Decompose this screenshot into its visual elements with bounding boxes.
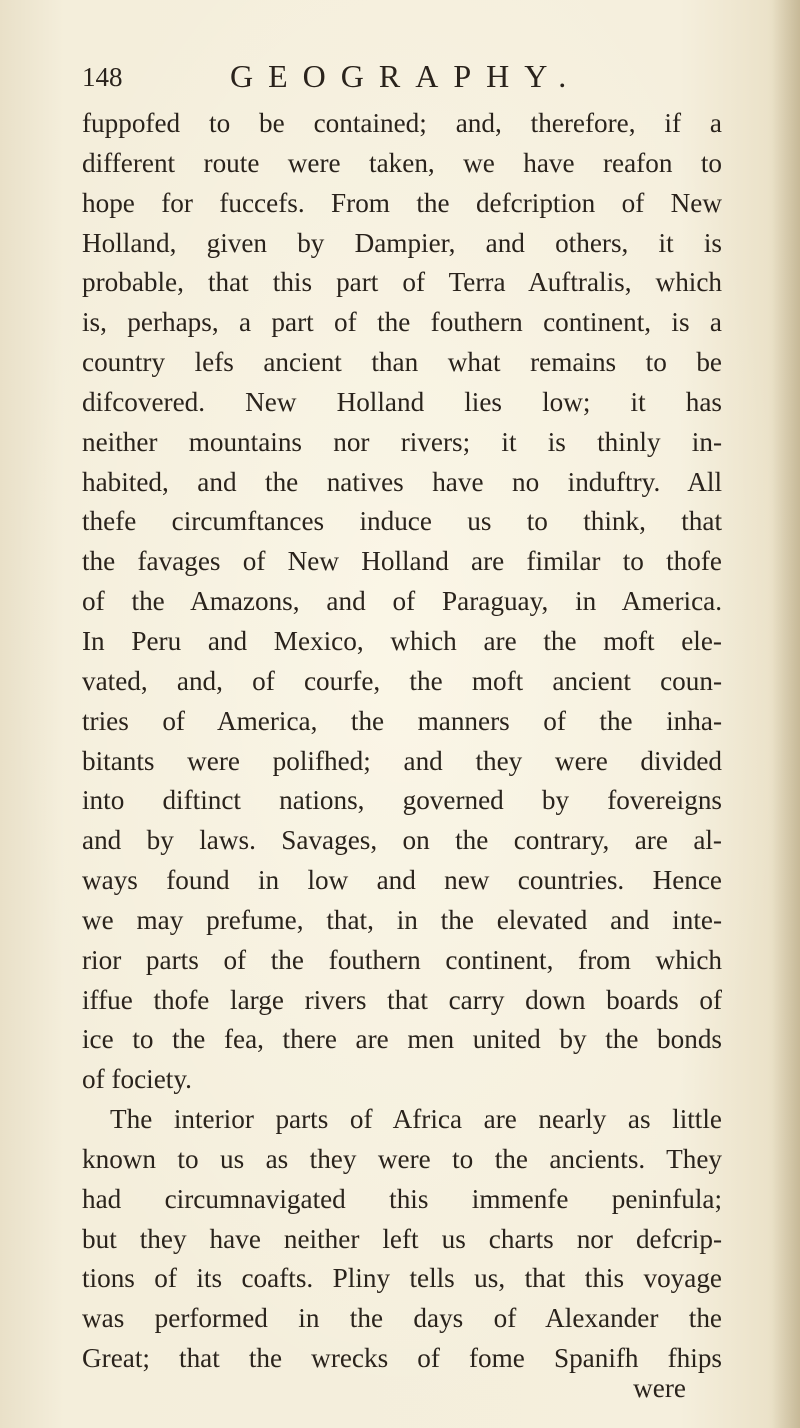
text-line: of fociety. [82,1064,192,1095]
text-line: was performed in the days of Alexander the [82,1303,722,1334]
text-line: but they have neither left us charts nor defcrip- [82,1223,722,1254]
text-line: Holland, given by Dampier, and others, it is [82,227,722,258]
text-line: of the Amazons, and of Paraguay, in America. [82,586,722,617]
text-line: tions of its coafts. Pliny tells us, that this voyage [82,1263,722,1294]
text-line: difcovered. New Holland lies low; it has [82,386,722,417]
page-number: 148 [82,62,123,92]
paragraph-start-line: The interior parts of Africa are nearly as little [110,1104,722,1135]
catchword-row [82,1373,722,1419]
page-edge-shadow [772,0,800,1428]
text-line: is, perhaps, a part of the fouthern continent, is a [82,307,722,338]
text-line: vated, and, of courfe, the moft ancient coun- [82,665,722,696]
text-line: tries of America, the manners of the inha- [82,705,722,736]
text-line: Great; that the wrecks of fome Spanifh fhips [82,1343,722,1374]
text-line: In Peru and Mexico, which are the moft ele- [82,625,722,656]
text-line: bitants were polifhed; and they were divided [82,745,722,776]
text-line: ice to the fea, there are men united by the bonds [82,1024,722,1055]
running-head: GEOGRAPHY. [230,58,582,94]
text-line: fuppofed to be contained; and, therefore, if a [82,108,722,138]
text-line: and by laws. Savages, on the contrary, are al- [82,825,722,856]
text-line: we may prefume, that, in the elevated and inte- [82,904,722,935]
text-line: rior parts of the fouthern continent, from which [82,944,722,975]
catchword: were [633,1373,686,1403]
text-line: known to us as they were to the ancients. They [82,1143,722,1174]
text-line: into diftinct nations, governed by fovereigns [82,785,722,816]
text-line: had circumnavigated this immenfe peninfula; [82,1183,722,1214]
text-line: iffue thofe large rivers that carry down boards of [82,984,722,1015]
page-header [82,58,722,98]
text-line: habited, and the natives have no induftry. All [82,466,722,497]
text-line: country lefs ancient than what remains to be [82,347,722,378]
text-line: ways found in low and new countries. Hence [82,865,722,896]
text-line: thefe circumftances induce us to think, that [82,506,722,537]
text-line: the favages of New Holland are fimilar to thofe [82,546,722,577]
text-line: neither mountains nor rivers; it is thinly in- [82,426,722,457]
text-line: probable, that this part of Terra Auftralis, which [82,267,722,298]
body-text [82,104,722,1419]
text-line: hope for fuccefs. From the defcription of New [82,187,722,218]
text-line: different route were taken, we have reafon to [82,147,722,178]
